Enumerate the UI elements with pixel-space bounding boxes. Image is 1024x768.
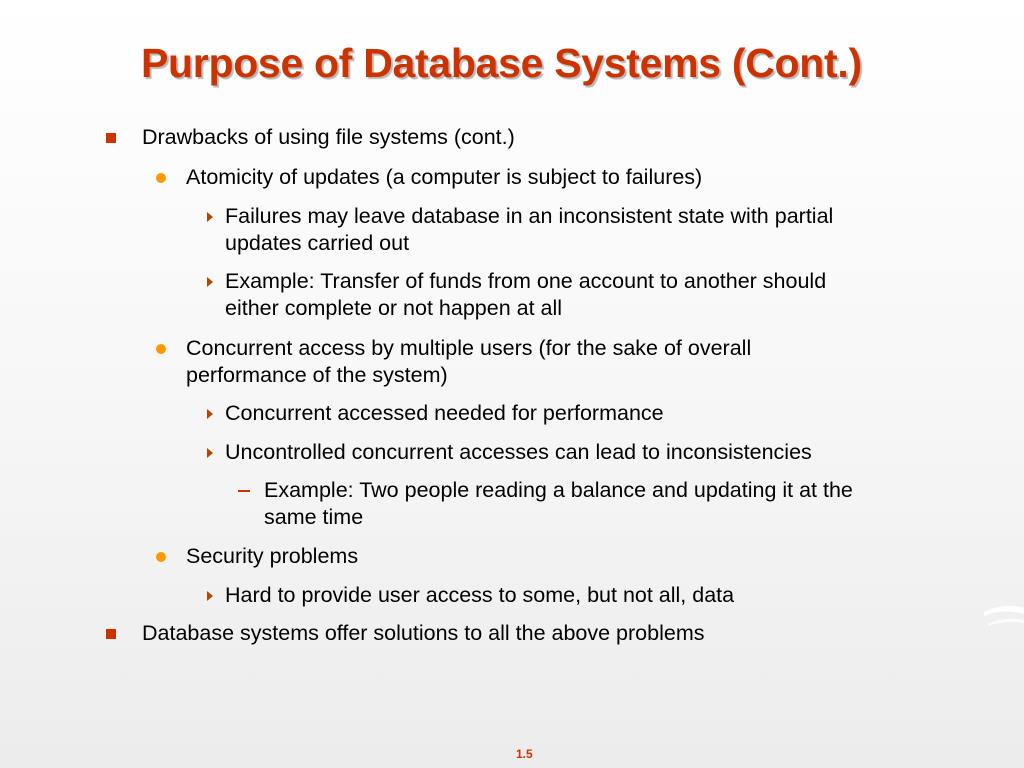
bullet-item-performance [225, 400, 664, 427]
bullet-item-user-access [225, 582, 734, 609]
bullet-text-line: Security problems [186, 544, 359, 568]
bullet-text-line: Example: Two people reading a balance and updating it at the [264, 478, 853, 502]
bullet-text-line: Failures may leave database in an inconsistent state with partial [225, 204, 834, 228]
slide-title: Purpose of Database Systems (Cont.) [141, 40, 862, 86]
arrow-bullet-icon [207, 591, 213, 601]
bullet-text-line: Concurrent accessed needed for performance [225, 401, 664, 425]
bullet-item-drawbacks [142, 124, 515, 151]
bullet-text-line: either complete or not happen at all [225, 296, 563, 320]
page-number: 1.5 [516, 747, 533, 761]
bullet-text-line: updates carried out [225, 231, 410, 255]
arrow-bullet-icon [207, 212, 213, 222]
decorative-swoosh [984, 600, 1024, 630]
bullet-text-line: Atomicity of updates (a computer is subject to failures) [186, 165, 703, 189]
bullet-text-line: Uncontrolled concurrent accesses can lead to inconsistencies [225, 440, 812, 464]
bullet-item-concurrent-access [186, 335, 751, 389]
bullet-item-failures [225, 203, 833, 257]
dot-bullet-icon [156, 344, 166, 354]
bullet-text-line: same time [264, 505, 364, 529]
bullet-text-line: Drawbacks of using file systems (cont.) [142, 125, 515, 149]
arrow-bullet-icon [207, 409, 213, 419]
bullet-item-solutions [142, 620, 705, 647]
dot-bullet-icon [156, 173, 166, 183]
bullet-text-line: performance of the system) [186, 363, 448, 387]
bullet-item-transfer-example [225, 268, 826, 322]
bullet-item-uncontrolled [225, 439, 812, 466]
dash-bullet-icon [238, 490, 250, 492]
square-bullet-icon [106, 629, 116, 639]
bullet-text-line: Database systems offer solutions to all the above problems [142, 621, 705, 645]
square-bullet-icon [106, 133, 116, 143]
dot-bullet-icon [156, 552, 166, 562]
arrow-bullet-icon [207, 277, 213, 287]
bullet-text-line: Concurrent access by multiple users (for the sake of overall [186, 336, 752, 360]
bullet-text-line: Hard to provide user access to some, but not all, data [225, 583, 735, 607]
bullet-item-security [186, 543, 358, 570]
arrow-bullet-icon [207, 448, 213, 458]
bullet-item-balance-example [264, 477, 853, 531]
bullet-item-atomicity [186, 164, 702, 191]
bullet-text-line: Example: Transfer of funds from one account to another should [225, 269, 827, 293]
